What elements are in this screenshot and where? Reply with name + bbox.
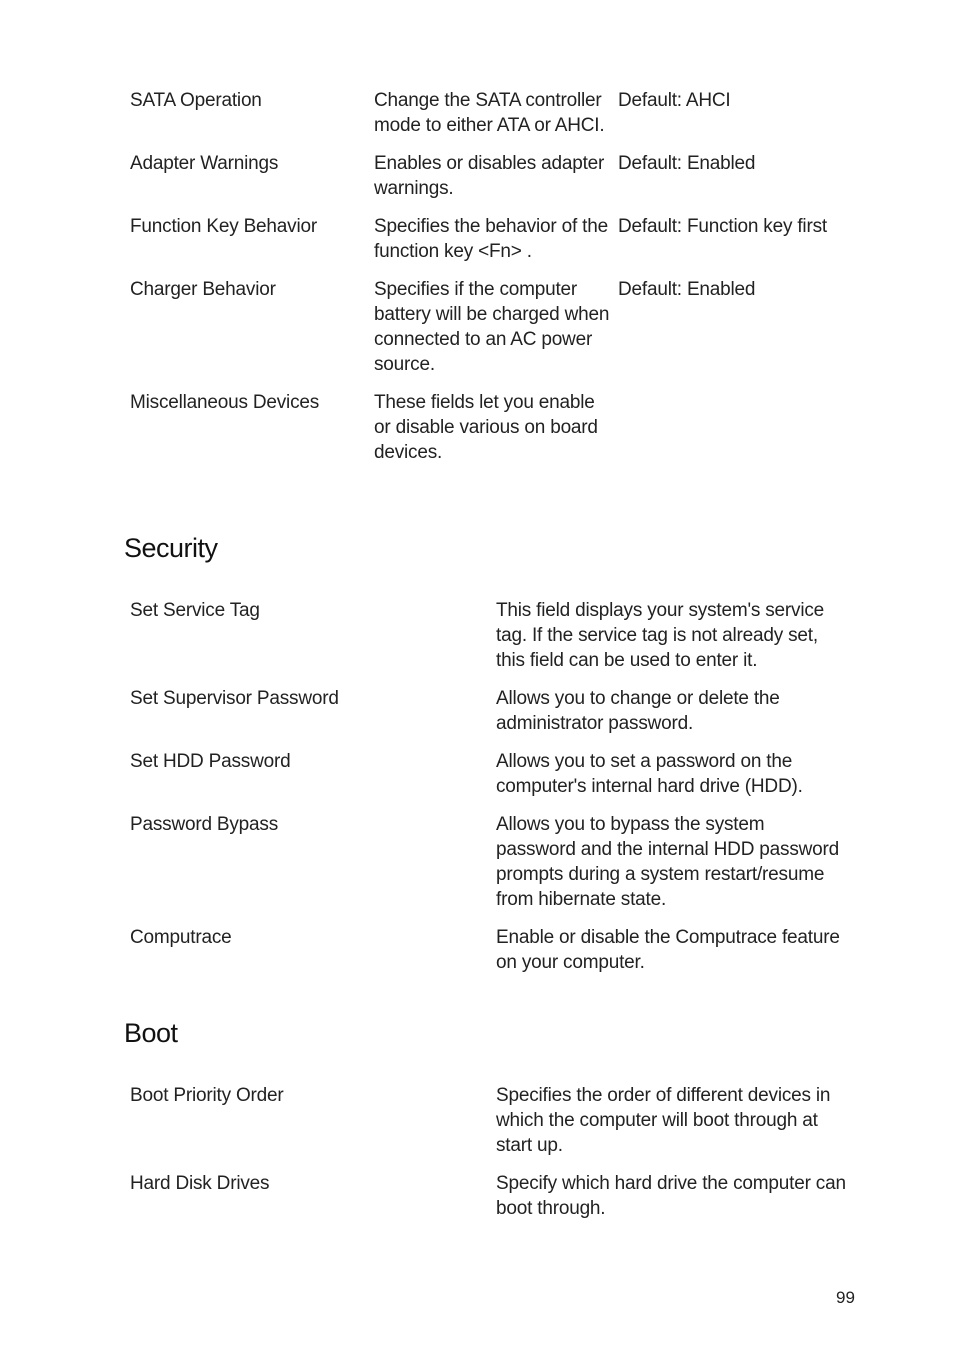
table-row [130, 912, 846, 975]
option-description: Allows you to set a password on the computer's internal hard drive (HDD). [496, 751, 803, 797]
option-description: Specifies the order of different devices in which the computer will boot through at start up. [496, 1085, 831, 1156]
option-description: Specifies the behavior of the function key <Fn> . [374, 216, 608, 262]
table-row [130, 138, 858, 201]
security-table [130, 598, 846, 975]
option-default: Default: Enabled [618, 279, 756, 300]
option-default: Default: Function key first [618, 216, 827, 237]
option-description: This field displays your system's service tag. If the service tag is not already set, this field can be used to enter it. [496, 600, 825, 671]
option-name: Password Bypass [130, 814, 279, 835]
table-row [130, 377, 858, 465]
option-name: Computrace [130, 927, 232, 948]
option-default: Default: Enabled [618, 153, 756, 174]
page-number: 99 [836, 1288, 855, 1307]
table-row [130, 598, 846, 673]
option-name: Charger Behavior [130, 279, 276, 300]
bios-settings-table [130, 88, 858, 465]
option-default: Default: AHCI [618, 90, 731, 111]
table-row [130, 201, 858, 264]
option-description: Allows you to bypass the system password and the internal HDD password prompts during a system restart/resume from hibernate state. [496, 814, 840, 910]
option-default [618, 377, 858, 465]
table-row [130, 264, 858, 377]
option-name: Function Key Behavior [130, 216, 317, 237]
option-description: These fields let you enable or disable various on board devices. [374, 392, 598, 463]
table-row [130, 736, 846, 799]
option-name: SATA Operation [130, 90, 262, 111]
option-description: Change the SATA controller mode to either ATA or AHCI. [374, 90, 605, 136]
option-description: Enables or disables adapter warnings. [374, 153, 605, 199]
option-name: Boot Priority Order [130, 1085, 284, 1106]
option-name: Set HDD Password [130, 751, 291, 772]
table-row [130, 673, 846, 736]
option-description: Allows you to change or delete the administrator password. [496, 688, 780, 734]
option-name: Set Supervisor Password [130, 688, 339, 709]
section-heading-boot: Boot [124, 1018, 178, 1048]
section-heading-security: Security [124, 533, 218, 563]
option-name: Hard Disk Drives [130, 1173, 270, 1194]
table-row [130, 799, 846, 912]
option-description: Enable or disable the Computrace feature on your computer. [496, 927, 840, 973]
table-row [130, 1158, 846, 1221]
table-row [130, 88, 858, 138]
table-row [130, 1083, 846, 1158]
option-name: Miscellaneous Devices [130, 392, 320, 413]
option-name: Adapter Warnings [130, 153, 279, 174]
option-name: Set Service Tag [130, 600, 260, 621]
option-description: Specifies if the computer battery will be charged when connected to an AC power source. [374, 279, 610, 375]
boot-table [130, 1083, 846, 1221]
option-description: Specify which hard drive the computer can boot through. [496, 1173, 846, 1219]
